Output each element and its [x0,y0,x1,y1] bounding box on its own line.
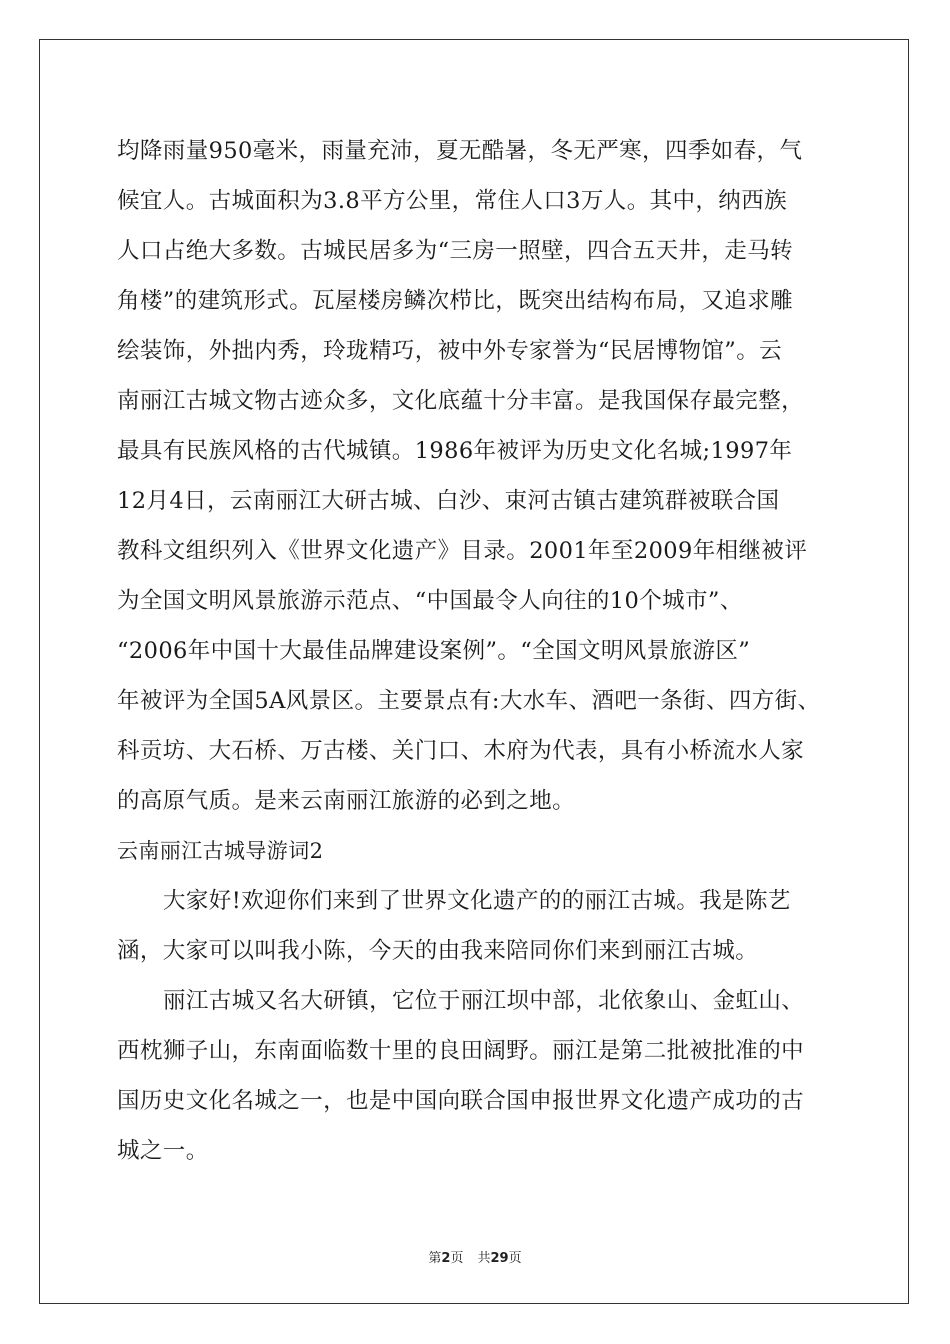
text-line: 年被评为全国5A风景区。主要景点有:大水车、酒吧一条街、四方街、 [117,688,821,714]
text-line: 绘装饰，外拙内秀，玲珑精巧，被中外专家誉为“民居博物馆”。云 [117,338,783,364]
text-line: 国历史文化名城之一，也是中国向联合国申报世界文化遗产成功的古 [117,1088,805,1114]
text-line: 候宜人。古城面积为3.8平方公里，常住人口3万人。其中，纳西族 [117,188,787,214]
page-number: 2 [441,1251,451,1266]
total-pages: 29 [490,1251,509,1266]
text-line: 均降雨量950毫米，雨量充沛，夏无酷暑，冬无严寒，四季如春，气 [117,138,803,164]
section-heading: 云南丽江古城导游词2 [117,839,324,863]
text-line: 角楼”的建筑形式。瓦屋楼房鳞次栉比，既突出结构布局，又追求雕 [117,288,794,314]
text-line: 人口占绝大多数。古城民居多为“三房一照壁，四合五天井，走马转 [117,238,794,264]
page-suffix: 页 [450,1251,464,1266]
text-line: 科贡坊、大石桥、万古楼、关门口、木府为代表，具有小桥流水人家 [117,738,805,764]
text-line: 大家好!欢迎你们来到了世界文化遗产的的丽江古城。我是陈艺 [163,888,791,914]
page-prefix: 第 [428,1251,442,1266]
total-prefix: 共 [477,1251,491,1266]
text-line: 教科文组织列入《世界文化遗产》目录。2001年至2009年相继被评 [117,538,808,564]
text-line: 南丽江古城文物古迹众多，文化底蕴十分丰富。是我国保存最完整， [117,388,805,414]
total-suffix: 页 [508,1251,522,1266]
document-body [117,126,837,1176]
page-footer [0,1247,950,1266]
text-line: 涵，大家可以叫我小陈，今天的由我来陪同你们来到丽江古城。 [117,938,759,964]
text-line: 的高原气质。是来云南丽江旅游的必到之地。 [117,788,576,814]
text-line: 丽江古城又名大研镇，它位于丽江坝中部，北依象山、金虹山、 [163,988,805,1014]
text-line: 西枕狮子山，东南面临数十里的良田阔野。丽江是第二批被批准的中 [117,1038,805,1064]
text-line: 为全国文明风景旅游示范点、“中国最令人向往的10个城市”、 [117,588,743,614]
text-line: “2006年中国十大最佳品牌建设案例”。“全国文明风景旅游区” [117,638,751,664]
text-line: 城之一。 [117,1138,209,1164]
text-line: 12月4日，云南丽江大研古城、白沙、束河古镇古建筑群被联合国 [117,488,780,514]
text-line: 最具有民族风格的古代城镇。1986年被评为历史文化名城;1997年 [117,438,793,464]
